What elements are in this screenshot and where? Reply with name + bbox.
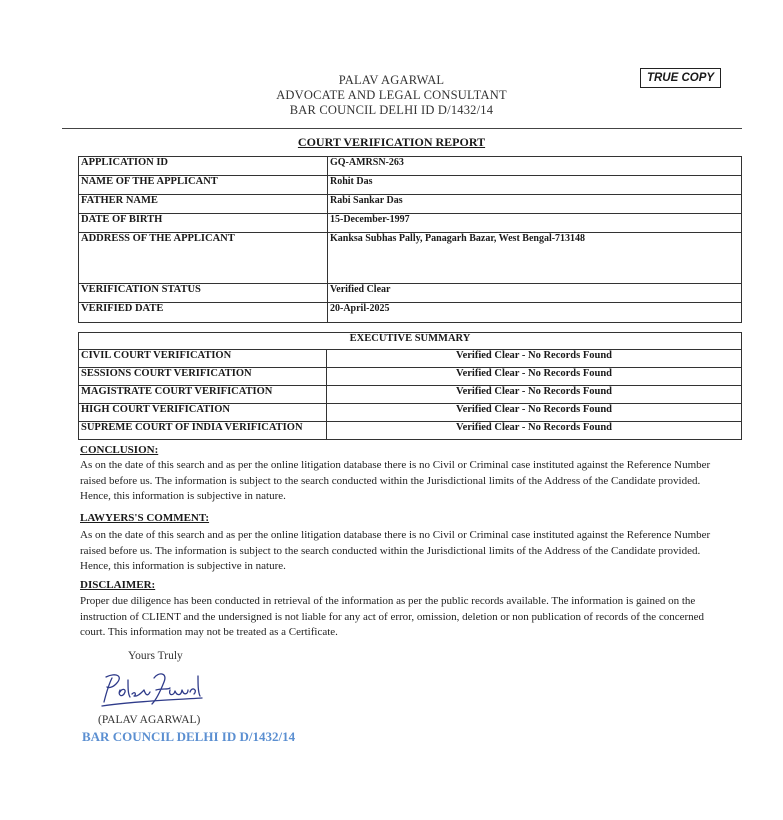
table-row	[79, 176, 742, 195]
signatory-bar-id: BAR COUNCIL DELHI ID D/1432/14	[82, 729, 296, 744]
lawyers-comment-text: As on the date of this search and as per the online litigation database there is no Civil or Criminal case instituted against the Reference Number raised before us. The information is subject to the search conducted within the Jurisdictional limits of the Address of the Candidate provided. Hence, this information is subjective in nature.	[80, 529, 711, 572]
court-label: SESSIONS COURT VERIFICATION	[79, 368, 327, 386]
header-divider	[62, 128, 742, 129]
field-value: Kanksa Subhas Pally, Panagarh Bazar, West Bengal-713148	[328, 233, 742, 284]
table-row	[79, 195, 742, 214]
court-status: Verified Clear - No Records Found	[327, 350, 742, 368]
signature-image	[98, 668, 208, 710]
conclusion-heading: CONCLUSION:	[80, 444, 159, 456]
lawyers-comment-heading: LAWYERS'S COMMENT:	[80, 512, 210, 524]
table-row	[79, 368, 742, 386]
court-status: Verified Clear - No Records Found	[327, 368, 742, 386]
executive-summary-heading: EXECUTIVE SUMMARY	[79, 333, 742, 350]
report-title: COURT VERIFICATION REPORT	[297, 135, 486, 149]
field-value: Verified Clear	[328, 284, 742, 303]
field-label: VERIFIED DATE	[79, 303, 328, 323]
disclaimer-heading: DISCLAIMER:	[80, 579, 156, 591]
field-value: GQ-AMRSN-263	[328, 157, 742, 176]
table-row	[79, 233, 742, 284]
true-copy-stamp: TRUE COPY	[640, 68, 721, 88]
table-row	[79, 284, 742, 303]
table-row	[79, 214, 742, 233]
table-row	[79, 350, 742, 368]
field-label: DATE OF BIRTH	[79, 214, 328, 233]
table-row	[79, 333, 742, 350]
court-status: Verified Clear - No Records Found	[327, 404, 742, 422]
table-row	[79, 157, 742, 176]
court-label: SUPREME COURT OF INDIA VERIFICATION	[79, 422, 327, 440]
field-value: Rabi Sankar Das	[328, 195, 742, 214]
applicant-table	[78, 156, 742, 323]
field-label: FATHER NAME	[79, 195, 328, 214]
table-row	[79, 422, 742, 440]
field-label: ADDRESS OF THE APPLICANT	[79, 233, 328, 284]
field-value: Rohit Das	[328, 176, 742, 195]
field-label: VERIFICATION STATUS	[79, 284, 328, 303]
conclusion-text: As on the date of this search and as per the online litigation database there is no Civil or Criminal case instituted against the Reference Number raised before us. The information is subject to the search conducted within the Jurisdictional limits of the Address of the Candidate provided. Hence, this information is subjective in nature.	[80, 459, 711, 502]
disclaimer-text: Proper due diligence has been conducted in retrieval of the information as per the public records available. The information is gained on the instruction of CLIENT and the undersigned is not liable for any act of error, omission, deletion or non publication of records of the concerned court. This information may not be treated as a Certificate.	[80, 595, 705, 638]
letterhead-designation: ADVOCATE AND LEGAL CONSULTANT	[276, 88, 507, 102]
field-value: 20-April-2025	[328, 303, 742, 323]
field-value: 15-December-1997	[328, 214, 742, 233]
field-label: APPLICATION ID	[79, 157, 328, 176]
closing-text: Yours Truly	[128, 650, 183, 662]
signatory-name: (PALAV AGARWAL)	[98, 714, 201, 726]
table-row	[79, 404, 742, 422]
court-status: Verified Clear - No Records Found	[327, 386, 742, 404]
court-label: HIGH COURT VERIFICATION	[79, 404, 327, 422]
letterhead-bar-id: BAR COUNCIL DELHI ID D/1432/14	[289, 103, 494, 117]
executive-summary-table	[78, 332, 742, 440]
table-row	[79, 386, 742, 404]
field-label: NAME OF THE APPLICANT	[79, 176, 328, 195]
letterhead-name: PALAV AGARWAL	[338, 73, 445, 87]
court-label: CIVIL COURT VERIFICATION	[79, 350, 327, 368]
court-label: MAGISTRATE COURT VERIFICATION	[79, 386, 327, 404]
table-row	[79, 303, 742, 323]
court-status: Verified Clear - No Records Found	[327, 422, 742, 440]
